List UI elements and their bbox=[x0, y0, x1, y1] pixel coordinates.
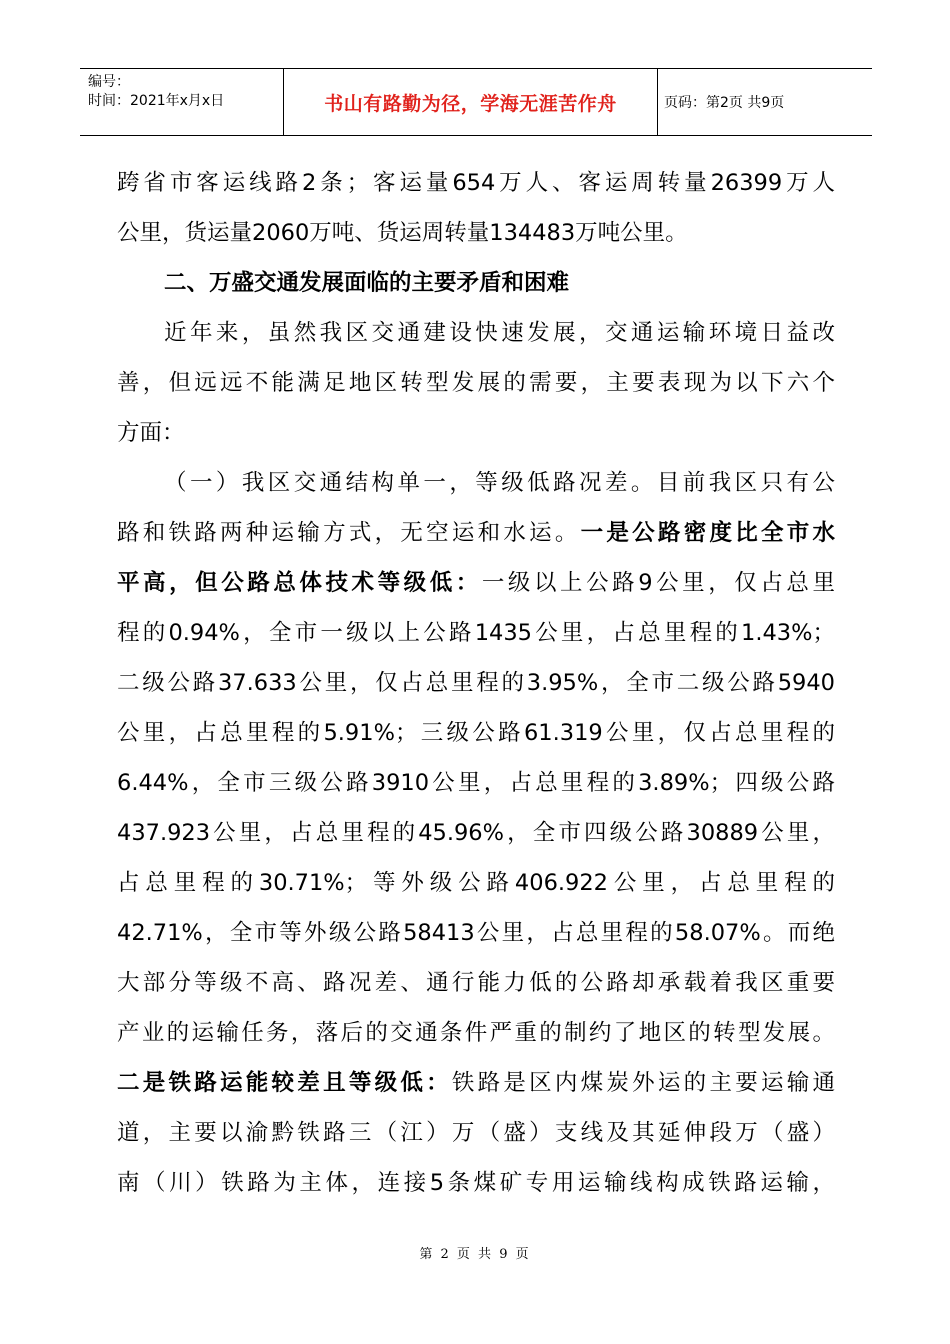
text-run: 产业的运输任务，落后的交通条件严重的制约了地区的转型发展。 bbox=[117, 1020, 835, 1046]
text-run: 近年来，虽然我区交通建设快速发展，交通运输环境日益改 bbox=[164, 320, 835, 346]
text-run: 一级以上公路9公里，仅占总里 bbox=[481, 570, 835, 596]
bold-text-run: 一是公路密度比全市水 bbox=[580, 520, 835, 546]
section-heading bbox=[117, 258, 835, 308]
text-run: （一）我区交通结构单一，等级低路况差。目前我区只有公 bbox=[164, 470, 835, 496]
text-run: 路和铁路两种运输方式，无空运和水运。 bbox=[117, 520, 581, 546]
text-run: 42.71%，全市等外级公路58413公里，占总里程的58.07%。而绝 bbox=[117, 920, 835, 946]
document-time-label: 时间：2021年x月x日 bbox=[88, 93, 225, 109]
text-line bbox=[117, 1058, 835, 1108]
bold-text-run: 二是铁路运能较差且等级低： bbox=[117, 1070, 452, 1096]
text-line bbox=[117, 408, 835, 458]
text-run: 公里，占总里程的5.91%；三级公路61.319公里，仅占总里程的 bbox=[117, 720, 835, 746]
text-line bbox=[117, 458, 835, 508]
text-line bbox=[117, 208, 835, 258]
header-motto-cell bbox=[284, 69, 658, 135]
text-run: 大部分等级不高、路况差、通行能力低的公路却承载着我区重要 bbox=[117, 970, 835, 996]
text-run: 公里，货运量2060万吨、货运周转量134483万吨公里。 bbox=[117, 220, 688, 246]
text-line bbox=[117, 908, 835, 958]
text-run: 437.923公里，占总里程的45.96%，全市四级公路30889公里， bbox=[117, 820, 835, 846]
header-meta bbox=[80, 69, 284, 135]
text-run: 程的0.94%，全市一级以上公路1435公里，占总里程的1.43%； bbox=[117, 620, 835, 646]
text-line bbox=[117, 158, 835, 208]
text-run: 铁路是区内煤炭外运的主要运输通 bbox=[451, 1070, 835, 1096]
text-run: 6.44%，全市三级公路3910公里，占总里程的3.89%；四级公路 bbox=[117, 770, 835, 796]
document-number-label: 编号： bbox=[88, 74, 130, 90]
text-line bbox=[117, 358, 835, 408]
text-line bbox=[117, 508, 835, 558]
page-footer: 第 2 页 共 9 页 bbox=[419, 1247, 531, 1262]
text-line bbox=[117, 808, 835, 858]
text-line bbox=[117, 658, 835, 708]
header-page-cell bbox=[658, 69, 872, 135]
page-indicator: 页码：第2页 共9页 bbox=[664, 95, 785, 111]
text-line bbox=[117, 1008, 835, 1058]
text-run: 道，主要以渝黔铁路三（江）万（盛）支线及其延伸段万（盛） bbox=[117, 1120, 835, 1146]
text-line bbox=[117, 758, 835, 808]
text-line bbox=[117, 958, 835, 1008]
text-run: 方面： bbox=[117, 420, 185, 446]
text-run: 善，但远远不能满足地区转型发展的需要，主要表现为以下六个 bbox=[117, 370, 835, 396]
text-run: 二级公路37.633公里，仅占总里程的3.95%，全市二级公路5940 bbox=[117, 670, 835, 696]
motto-text: 书山有路勤为径，学海无涯苦作舟 bbox=[324, 92, 617, 115]
text-run: 占总里程的30.71%；等外级公路406.922公里，占总里程的 bbox=[117, 870, 835, 896]
text-line bbox=[117, 708, 835, 758]
text-line bbox=[117, 558, 835, 608]
page-header bbox=[80, 68, 872, 136]
bold-text-run: 平高，但公路总体技术等级低： bbox=[117, 570, 482, 596]
text-line bbox=[117, 608, 835, 658]
text-line bbox=[117, 308, 835, 358]
document-body bbox=[117, 158, 835, 1208]
text-line bbox=[117, 1158, 835, 1208]
text-run: 南（川）铁路为主体，连接5条煤矿专用运输线构成铁路运输， bbox=[117, 1170, 835, 1196]
text-line bbox=[117, 858, 835, 908]
text-run: 跨省市客运线路2条；客运量654万人、客运周转量26399万人 bbox=[117, 170, 835, 196]
text-line bbox=[117, 1108, 835, 1158]
bold-text-run: 二、万盛交通发展面临的主要矛盾和困难 bbox=[164, 270, 570, 296]
